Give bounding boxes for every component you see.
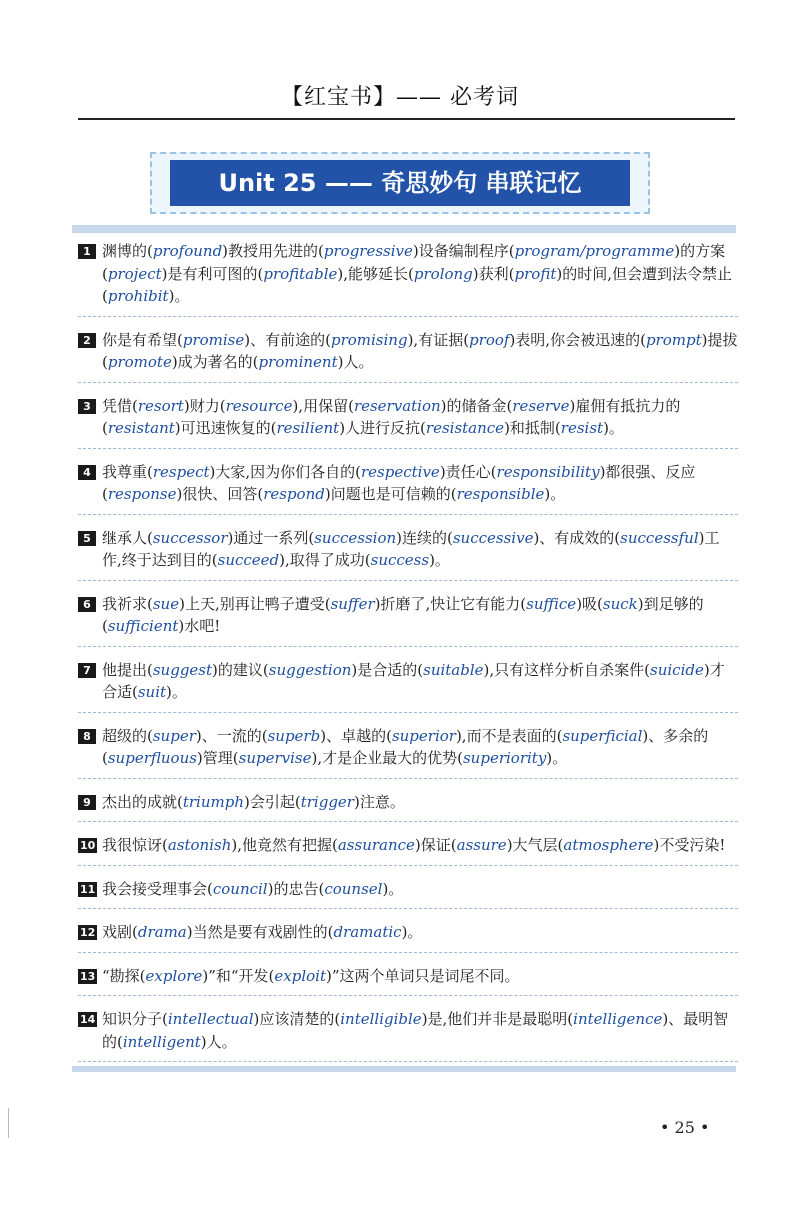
sentence-text <box>102 242 732 305</box>
chinese-text: )工作,终于达到目的( <box>102 528 720 569</box>
sentence-text <box>102 793 405 811</box>
chinese-text: )。 <box>401 923 423 941</box>
chinese-text: )大家,因为你们各自的( <box>209 462 361 481</box>
chinese-text: )才合适( <box>102 660 725 701</box>
vocab-word: prompt <box>645 330 702 349</box>
chinese-text: ),只有这样分析自杀案件( <box>483 660 651 679</box>
chinese-text: )是合适的( <box>351 660 424 679</box>
chinese-text: )雇佣有抵抗力的( <box>102 396 681 437</box>
chinese-text: )。 <box>166 683 187 701</box>
vocab-word: prohibit <box>107 287 169 305</box>
chinese-text: )到足够的( <box>102 594 704 635</box>
sentence-text <box>102 397 680 438</box>
chinese-text: )”这两个单词只是词尾不同。 <box>326 966 520 985</box>
vocab-word: resource <box>225 396 293 415</box>
chinese-text: 杰出的成就( <box>102 792 183 811</box>
chinese-text: ),取得了成功( <box>279 551 371 569</box>
sentence-text <box>102 331 737 372</box>
vocab-word: council <box>212 879 268 898</box>
sentence-item <box>78 659 738 713</box>
vocab-word: counsel <box>324 879 383 898</box>
chinese-text: )不受污染! <box>653 836 726 854</box>
vocab-word: successful <box>620 528 699 547</box>
chinese-text: 我祈求( <box>102 594 153 613</box>
vocab-word: suggest <box>152 660 213 679</box>
chinese-text: 知识分子( <box>102 1010 168 1028</box>
vocab-word: suit <box>137 683 167 701</box>
chinese-text: )教授用先进的( <box>222 242 324 260</box>
chinese-text: )和抵制( <box>504 419 561 437</box>
vocab-word: promote <box>107 353 172 371</box>
vocab-word: profit <box>514 264 557 283</box>
sentence-item <box>78 965 738 997</box>
vocab-word: respect <box>152 462 210 481</box>
vocab-word: response <box>107 485 177 503</box>
sentence-item <box>78 395 738 449</box>
page-edge-mark <box>8 1108 9 1138</box>
chinese-text: )”和“开发( <box>202 966 275 985</box>
chinese-text: )提拔( <box>102 330 738 371</box>
sentence-text <box>102 463 695 504</box>
chinese-text: )应该清楚的( <box>253 1010 341 1028</box>
chinese-text: ),有证据( <box>407 330 470 349</box>
vocab-word: astonish <box>167 836 232 854</box>
chinese-text: 凭借( <box>102 396 138 415</box>
chinese-text: )的建议( <box>212 660 269 679</box>
chinese-text: )是,他们并非是最聪明( <box>421 1010 574 1028</box>
vocab-word: intelligence <box>573 1010 663 1028</box>
vocab-word: superior <box>391 726 456 745</box>
chinese-text: )责任心( <box>439 462 497 481</box>
vocab-word: superficial <box>562 726 643 745</box>
chinese-text: )财力( <box>183 396 226 415</box>
chinese-text: 你是有希望( <box>102 330 183 349</box>
vocab-word: suggestion <box>268 660 352 679</box>
sentence-text <box>102 880 403 898</box>
chinese-text: )成为著名的( <box>171 353 259 371</box>
chinese-text: 我很惊讶( <box>102 836 168 854</box>
sentence-item <box>78 240 738 317</box>
vocab-word: prominent <box>258 353 338 371</box>
item-number-badge: 6 <box>78 597 96 612</box>
chinese-text: )人进行反抗( <box>339 419 426 437</box>
chinese-text: )、多余的( <box>102 726 709 767</box>
chinese-text: )。 <box>603 419 624 437</box>
chinese-text: )连续的( <box>396 528 453 547</box>
chinese-text: )折磨了,快让它有能力( <box>374 594 527 613</box>
sentence-item <box>78 461 738 515</box>
vocab-word: respond <box>263 485 325 503</box>
sentence-item <box>78 329 738 383</box>
chinese-text: )上天,别再让鸭子遭受( <box>179 594 331 613</box>
header-rule <box>78 118 735 120</box>
vocab-word: assure <box>456 836 507 854</box>
item-number-badge: 4 <box>78 465 96 480</box>
item-number-badge: 5 <box>78 531 96 546</box>
vocab-word: super <box>152 726 196 745</box>
chinese-text: )保证( <box>414 836 457 854</box>
sentence-item <box>78 834 738 866</box>
chinese-text: 我会接受理事会( <box>102 879 213 898</box>
chinese-text: )的储备金( <box>440 396 513 415</box>
chinese-text: )是有利可图的( <box>161 264 264 283</box>
vocab-word: project <box>107 264 162 283</box>
chinese-text: )吸( <box>576 594 603 613</box>
chinese-text: )很快、回答( <box>176 485 264 503</box>
vocab-word: superfluous <box>107 749 197 767</box>
chinese-text: )、一流的( <box>195 726 268 745</box>
chinese-text: ),而不是表面的( <box>455 726 563 745</box>
chinese-text: )通过一系列( <box>227 528 315 547</box>
sentence-text <box>102 1010 728 1051</box>
chinese-text: )人。 <box>200 1032 237 1051</box>
chinese-text: )当然是要有戏剧性的( <box>186 923 334 941</box>
vocab-word: exploit <box>274 966 326 985</box>
item-number-badge: 2 <box>78 333 96 348</box>
sentence-item <box>78 1008 738 1062</box>
bottom-divider-band <box>72 1066 736 1072</box>
sentence-item <box>78 921 738 953</box>
item-number-badge: 1 <box>78 244 96 259</box>
vocab-word: succeed <box>217 551 280 569</box>
vocab-word: responsibility <box>496 462 600 481</box>
unit-title: Unit 25 —— 奇思妙句 串联记忆 <box>170 160 630 206</box>
vocab-word: succession <box>314 528 397 547</box>
vocab-word: suck <box>602 594 638 613</box>
sentence-text <box>102 595 704 636</box>
item-number-badge: 13 <box>80 969 96 983</box>
chinese-text: 渊博的( <box>102 242 153 260</box>
vocab-word: intellectual <box>167 1010 254 1028</box>
chinese-text: 戏剧( <box>102 923 138 941</box>
sentence-text <box>102 967 520 985</box>
vocab-word: promise <box>182 330 245 349</box>
chinese-text: )大气层( <box>506 836 564 854</box>
vocab-word: triumph <box>182 792 245 811</box>
chinese-text: 超级的( <box>102 726 153 745</box>
chinese-text: )的忠告( <box>267 879 325 898</box>
vocab-word: reserve <box>512 396 570 415</box>
vocab-word: success <box>370 551 430 569</box>
chinese-text: )获利( <box>472 264 515 283</box>
item-number-badge: 8 <box>78 729 96 744</box>
vocab-word: proof <box>469 330 510 349</box>
chinese-text: )可迅速恢复的( <box>174 419 277 437</box>
item-number-badge: 11 <box>80 882 96 896</box>
vocab-word: intelligent <box>122 1032 201 1051</box>
sentence-text <box>102 661 725 702</box>
vocab-word: resistance <box>425 419 505 437</box>
header-title: 【红宝书】—— 必考词 <box>281 85 519 110</box>
vocab-word: resort <box>137 396 184 415</box>
item-number-badge: 12 <box>80 926 96 939</box>
item-number-badge: 14 <box>80 1013 96 1026</box>
vocab-word: suitable <box>423 660 484 679</box>
vocab-word: resistant <box>107 419 175 437</box>
chinese-text: )问题也是可信赖的( <box>324 485 457 503</box>
vocab-word: superb <box>267 726 321 745</box>
chinese-text: )表明,你会被迅速的( <box>509 330 646 349</box>
vocab-word: suffice <box>526 594 577 613</box>
vocab-word: profound <box>152 242 223 260</box>
chinese-text: )人。 <box>337 353 374 371</box>
chinese-text: )、卓越的( <box>320 726 392 745</box>
chinese-text: )管理( <box>196 749 239 767</box>
chinese-text: 他提出( <box>102 660 153 679</box>
vocab-word: profitable <box>263 264 338 283</box>
vocab-word: prolong <box>413 264 473 283</box>
vocab-word: progressive <box>323 242 413 260</box>
chinese-text: )会引起( <box>244 792 301 811</box>
page-number: • 25 • <box>660 1118 710 1137</box>
vocab-word: resilient <box>276 419 340 437</box>
chinese-text: ),能够延长( <box>337 264 414 283</box>
vocab-word: dramatic <box>333 923 402 941</box>
vocab-word: trigger <box>300 792 354 811</box>
sentence-list <box>78 240 738 1074</box>
vocab-word: responsible <box>456 485 545 503</box>
chinese-text: )的方案( <box>102 242 726 283</box>
sentence-item <box>78 878 738 910</box>
chinese-text: )。 <box>168 287 190 305</box>
chinese-text: )、有前途的( <box>244 330 331 349</box>
chinese-text: )。 <box>382 879 404 898</box>
sentence-text <box>102 529 719 570</box>
vocab-word: suicide <box>650 660 704 679</box>
vocab-word: suffer <box>330 594 375 613</box>
item-number-badge: 9 <box>78 795 96 810</box>
chinese-text: )。 <box>546 749 568 767</box>
chinese-text: 继承人( <box>102 528 153 547</box>
vocab-word: drama <box>137 923 187 941</box>
chinese-text: ),用保留( <box>292 396 354 415</box>
vocab-word: superiority <box>462 749 547 767</box>
vocab-word: sue <box>152 594 180 613</box>
chinese-text: )设备编制程序( <box>412 242 515 260</box>
sentence-item <box>78 527 738 581</box>
vocab-word: atmosphere <box>563 836 654 854</box>
item-number-badge: 10 <box>80 839 96 852</box>
sentence-item <box>78 725 738 779</box>
vocab-word: sufficient <box>107 617 179 635</box>
vocab-word: explore <box>145 966 203 985</box>
vocab-word: successor <box>152 528 228 547</box>
sentence-text <box>102 727 708 768</box>
chinese-text: ),他竟然有把握( <box>231 836 338 854</box>
vocab-word: assurance <box>337 836 415 854</box>
vocab-word: reservation <box>353 396 441 415</box>
vocab-word: successive <box>452 528 534 547</box>
vocab-word: resist <box>560 419 604 437</box>
chinese-text: “勘探( <box>102 966 146 985</box>
chinese-text: )注意。 <box>353 792 405 811</box>
chinese-text: )水吧! <box>178 617 221 635</box>
vocab-word: promising <box>330 330 408 349</box>
top-divider-band <box>72 225 736 233</box>
sentence-text <box>102 836 725 854</box>
chinese-text: ),才是企业最大的优势( <box>311 749 463 767</box>
chinese-text: )、有成效的( <box>533 528 621 547</box>
sentence-item <box>78 593 738 647</box>
vocab-word: respective <box>361 462 440 481</box>
item-number-badge: 7 <box>78 663 96 678</box>
chinese-text: )。 <box>429 551 450 569</box>
sentence-item <box>78 791 738 823</box>
vocab-word: supervise <box>238 749 312 767</box>
sentence-text <box>102 923 422 941</box>
item-number-badge: 3 <box>78 399 96 414</box>
chinese-text: )的时间,但会遭到法令禁止( <box>102 264 732 305</box>
chinese-text: )、最明智的( <box>102 1010 729 1051</box>
chinese-text: 我尊重( <box>102 462 153 481</box>
chinese-text: )。 <box>544 485 566 503</box>
chinese-text: )都很强、反应( <box>102 462 696 503</box>
vocab-word: intelligible <box>340 1010 422 1028</box>
vocab-word: program/programme <box>514 242 675 260</box>
